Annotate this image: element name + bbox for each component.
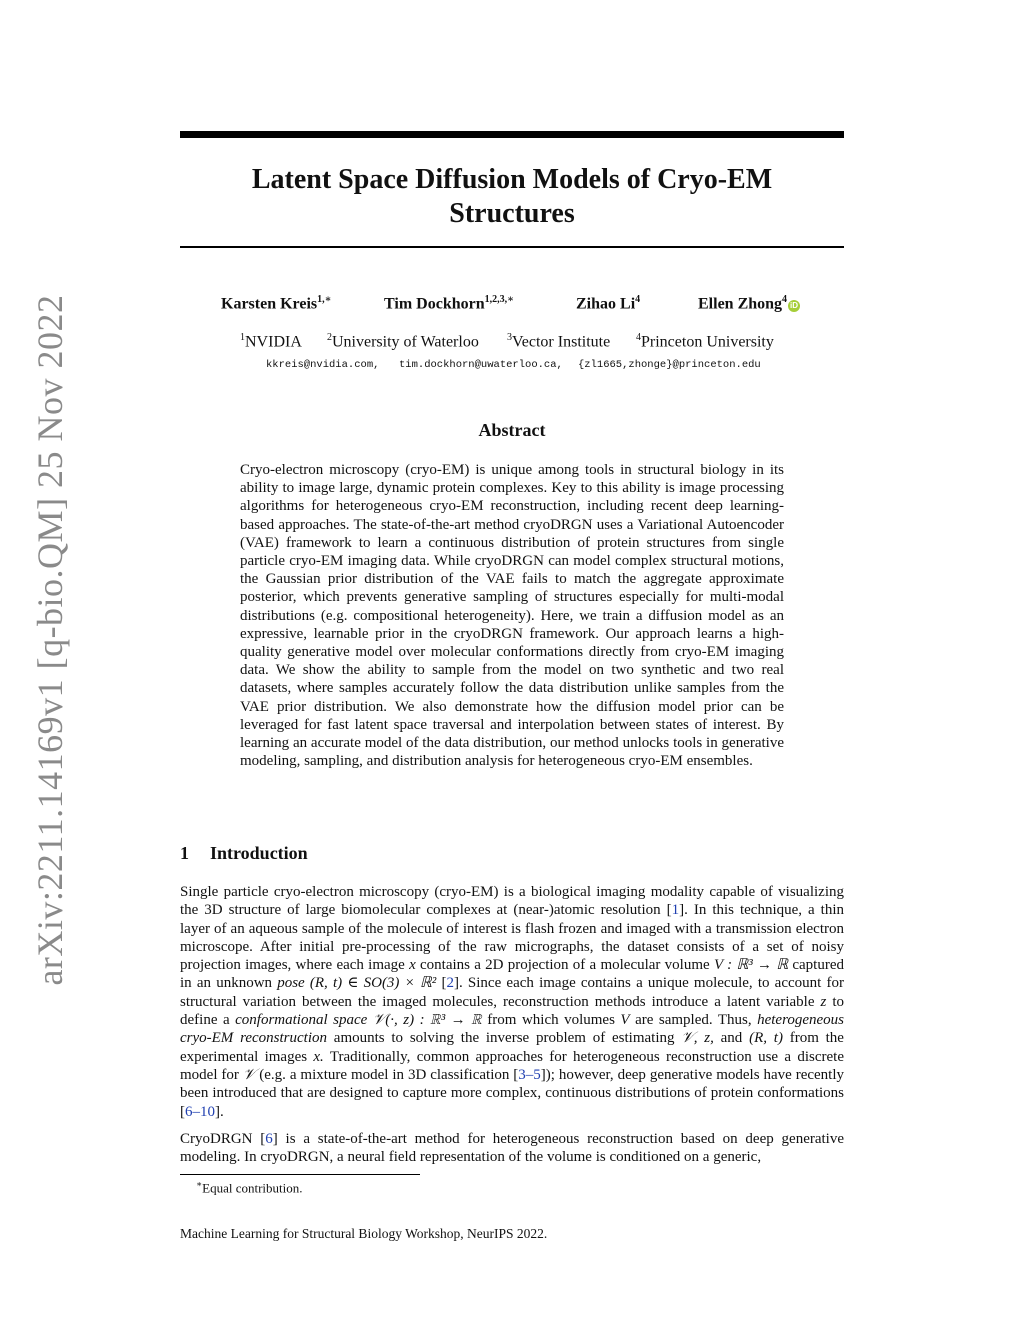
arxiv-identifier: arXiv:2211.14169v1 [q-bio.QM] 25 Nov 2022 (30, 294, 70, 986)
section-title: Introduction (210, 843, 308, 863)
text-run: are sampled. Thus, (629, 1012, 758, 1029)
affiliation-3 (507, 332, 610, 351)
text-run: ]. (215, 1103, 224, 1120)
citation-link[interactable]: 2 (446, 975, 454, 992)
emphasis: pose (277, 975, 305, 992)
math-inline: (R, t) ∈ SO(3) × ℝ² (309, 975, 437, 992)
text-run: ]. Since each image contains a unique molecule, to account for structural variation between the imaged molecules, reconstruction methods introduce a latent variable (180, 975, 844, 1010)
affiliation-mark: 4 (636, 332, 641, 343)
affiliation-mark: 2 (327, 332, 332, 343)
affiliation-name: University of Waterloo (332, 333, 479, 351)
affiliation-2 (327, 332, 479, 351)
text-run: Single particle cryo-electron microscopy (cryo-EM) is a biological imaging modality capable of visualizing the 3D structure of large biomolecular complexes at (near-)atomic resolution [ (180, 884, 844, 919)
math-inline: z (820, 993, 827, 1010)
emphasis: conformational space (235, 1012, 368, 1029)
title-line-1: Latent Space Diffusion Models of Cryo-EM (251, 164, 773, 195)
affiliation-mark: 3 (507, 332, 512, 343)
footnote-text: Equal contribution. (202, 1180, 303, 1196)
text-run: from which volumes (481, 1012, 621, 1029)
author-name: Tim Dockhorn (384, 295, 485, 313)
text-run: ]); however, deep generative models have recently been introduced that are designed to capture more complex, continuous distributions of protein conformations [ (180, 1066, 844, 1120)
text-run: (e.g. a mixture model in 3D classification [ (255, 1066, 519, 1083)
text-run: amounts to solving the inverse problem of estimating (327, 1030, 682, 1047)
math-inline: (R, t) (749, 1030, 783, 1047)
math-inline: x (409, 957, 416, 974)
citation-link[interactable]: 6–10 (185, 1103, 215, 1120)
email-3[interactable]: {zl1665,zhonge}@princeton.edu (578, 359, 761, 371)
citation-link[interactable]: 1 (671, 902, 680, 919)
text-run: and (713, 1030, 750, 1047)
author-affil-marks: 4 (782, 294, 788, 305)
text-run: Traditionally, common approaches for heterogeneous reconstruction use a discrete model for (180, 1048, 844, 1083)
title-line-2: Structures (449, 198, 575, 229)
author-affil-marks: 1,2,3,∗ (484, 294, 515, 305)
text-run: CryoDRGN [ (180, 1131, 266, 1147)
affiliation-1 (240, 332, 302, 351)
citation-link[interactable]: 3–5 (518, 1066, 541, 1083)
author-name: Karsten Kreis (221, 295, 318, 313)
email-2[interactable]: tim.dockhorn@uwaterloo.ca, (399, 359, 563, 371)
affiliation-name: NVIDIA (245, 333, 302, 351)
math-inline: V : ℝ³ → ℝ (713, 957, 789, 974)
text-run: contains a 2D projection of a molecular volume (415, 957, 714, 974)
footnote-mark: ∗ (196, 1179, 203, 1189)
author-name: Zihao Li (576, 295, 636, 313)
section-number: 1 (180, 843, 189, 863)
text-run: [ (436, 975, 447, 992)
affiliation-mark: 1 (240, 332, 245, 343)
email-1[interactable]: kkreis@nvidia.com, (266, 359, 380, 371)
paper-title (180, 163, 844, 231)
math-inline: 𝒱, z, (681, 1030, 714, 1047)
author-affil-marks: 1,∗ (317, 294, 332, 305)
text-run: ]. In this technique, a thin layer of an aqueous sample of the molecule of interest is flash frozen and imaged with a transmission electron microscope. After initial pre-processing of the raw micrographs, the dataset consists of a set of noisy projection images, where each image (180, 902, 844, 974)
author-3 (576, 294, 640, 313)
affiliation-name: Vector Institute (512, 333, 611, 351)
text-run: from the experimental images (180, 1030, 844, 1065)
citation-link[interactable]: 6 (265, 1131, 273, 1147)
section-heading (180, 843, 308, 864)
math-inline: x. (313, 1048, 324, 1065)
author-2 (384, 294, 514, 313)
title-top-rule (180, 131, 844, 138)
footnote-rule (180, 1174, 420, 1175)
orcid-icon[interactable]: iD (790, 301, 799, 311)
author-affil-marks: 4 (635, 294, 641, 305)
affiliation-4 (636, 332, 774, 351)
author-name: Ellen Zhong (698, 295, 783, 313)
emphasis: heterogeneous cryo-EM reconstruction (180, 1012, 845, 1047)
text-run: captured in an unknown (180, 957, 844, 992)
abstract-heading: Abstract (478, 420, 546, 440)
intro-paragraph-1 (180, 883, 844, 1121)
text-run: ] is a state-of-the-art method for heterogeneous reconstruction based on deep generative modeling. In cryoDRGN, a neural field representation of the volume is conditioned on a generic, (180, 1131, 844, 1166)
math-inline: 𝒱 (242, 1066, 256, 1083)
footnote (196, 1179, 303, 1196)
venue-note: Machine Learning for Structural Biology Workshop, NeurIPS 2022. (180, 1226, 548, 1241)
intro-paragraph-2 (180, 1130, 844, 1167)
affiliation-name: Princeton University (641, 333, 774, 351)
author-4 (698, 294, 800, 313)
abstract-text: Cryo-electron microscopy (cryo-EM) is unique among tools in structural biology in its ability to image large, dynamic protein complexes. Key to this ability is image processing algorithms for heterogeneous cryo-EM reconstruction, including recent deep learning-based approaches. The state-of-the-art method cryoDRGN uses a Variational Autoencoder (VAE) framework to learn a continuous distribution of protein structures from single particle cryo-EM imaging data. While cryoDRGN can model complex structural motions, the Gaussian prior distribution of the VAE fails to match the aggregate approximate posterior, which prevents generative sampling of structures especially for multi-modal distributions (e.g. compositional heterogeneity). Here, we train a diffusion model as an expressive, learnable prior in the cryoDRGN framework. Our approach learns a high-quality generative model over molecular conformations directly from cryo-EM imaging data. We show the ability to sample from the model on two synthetic and two real datasets, where samples accurately follow the data distribution unlike samples from the VAE prior distribution. We also demonstrate how the diffusion model prior can be leveraged for fast latent space traversal and interpolation between states of interest. By learning an accurate model of the data distribution, our method unlocks tools in generative modeling, sampling, and distribution analysis for heterogeneous cryo-EM ensembles. (240, 462, 784, 770)
author-1 (221, 294, 332, 313)
text-run: to define a (180, 993, 845, 1029)
math-inline: V (620, 1012, 630, 1029)
title-bottom-rule (180, 246, 844, 248)
math-inline: 𝒱(·, z) : ℝ³ → ℝ (372, 1012, 482, 1029)
